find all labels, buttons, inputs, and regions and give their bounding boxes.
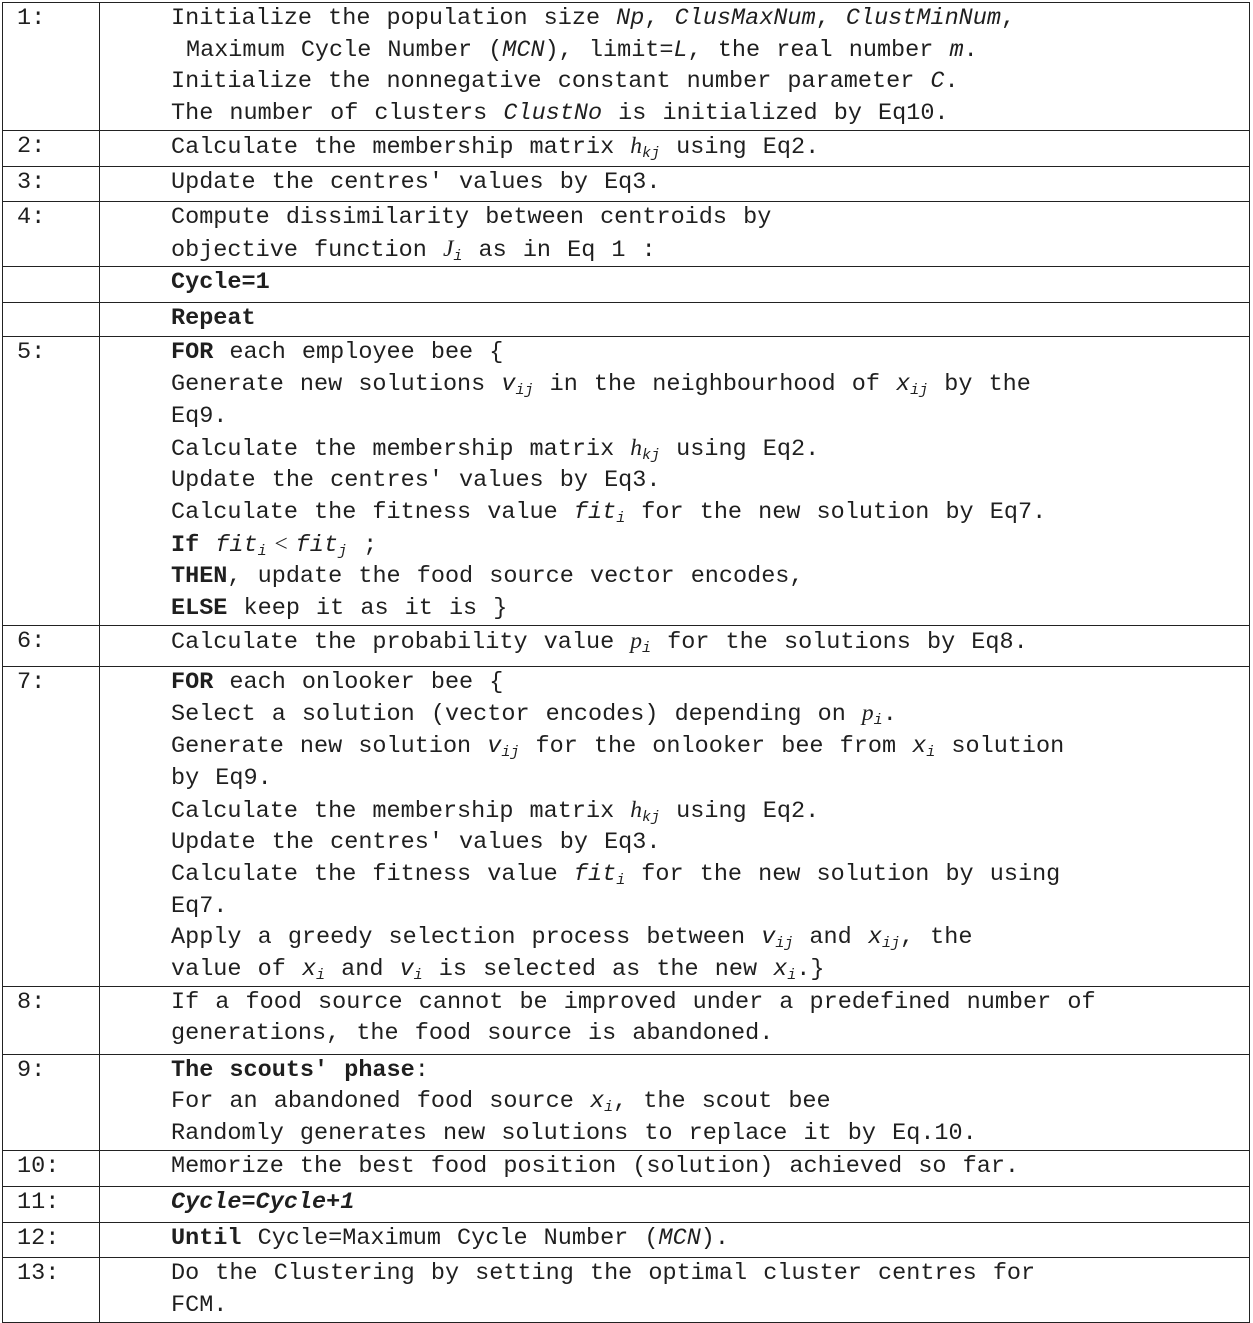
step-text [100,625,1250,666]
algorithm-table [2,2,1250,1323]
text: Calculate the membership matrix [171,134,631,161]
var-fit: fit [573,860,617,888]
step-text [100,666,1250,986]
text: Maximum Cycle Number ( [186,36,503,64]
cycle-init: Cycle=1 [171,269,270,297]
text: for the solutions by Eq8. [651,628,1028,656]
var-x: x [301,956,317,984]
line [171,234,1245,267]
line [171,66,1245,98]
var-v: v [501,371,516,399]
text: as in Eq 1 : [462,236,656,264]
line: FCM. [171,1291,228,1319]
var-p: p [630,627,643,654]
subscript: i [787,967,797,985]
subscript: ij [501,744,520,762]
subscript: i [642,639,652,657]
var-clusmaxnum: ClusMaxNum [674,5,816,32]
var-x: x [896,371,911,399]
var-v: v [399,956,414,984]
line: Update the centres' values by Eq3. [171,829,661,857]
step-text [100,202,1250,267]
text: Calculate the fitness value [171,498,574,526]
subscript: i [873,712,883,730]
step-number: 2: [3,131,100,167]
var-v: v [487,733,502,761]
line: Compute dissimilarity between centroids by [171,204,772,231]
var-fit: fit [215,531,258,559]
line [171,1055,1245,1087]
step-number: 7: [3,666,100,986]
text: and [325,956,400,984]
text: and [793,924,868,952]
line [171,593,1245,625]
text: in the neighbourhood of [533,371,897,399]
step-row-1 [3,3,1250,131]
var-np: Np [616,5,645,32]
step-row-10 [3,1150,1250,1186]
subscript: i [926,744,936,762]
var-mcn: MCN [502,36,545,64]
line: Randomly generates new solutions to replace it by Eq.10. [171,1120,977,1148]
var-c: C [930,68,945,96]
step-number: 12: [3,1222,100,1257]
step-row-4 [3,202,1250,267]
text: each onlooker bee { [213,668,504,696]
text: , the real number [687,36,950,64]
text: Calculate the membership matrix [171,797,631,825]
step-text [100,303,1250,337]
subscript: i [616,509,626,527]
text: . [963,36,978,64]
text: ), limit= [544,36,674,64]
keyword-else: ELSE [171,595,228,623]
repeat-row [3,303,1250,337]
subscript: kj [642,808,661,826]
var-clustminnum: ClustMinNum [845,5,1001,32]
text: by the [928,371,1031,399]
subscript: kj [642,446,661,464]
text: : [414,1056,429,1084]
step-text [100,1186,1250,1222]
line: Eq9. [171,402,228,430]
text: Calculate the fitness value [171,860,574,888]
subscript: ij [775,935,794,953]
text: , update the food source vector encodes, [227,563,804,591]
repeat-keyword: Repeat [171,305,256,333]
text: For an abandoned food source [171,1088,590,1116]
line: Update the centres' values by Eq3. [171,467,661,495]
text: Apply a greedy selection process between [171,924,762,952]
var-m: m [949,36,964,64]
text: keep it as it is } [227,595,508,623]
var-x: x [773,956,788,984]
text: solution [935,733,1065,761]
step-text [100,131,1250,167]
text: is initialized by Eq10. [602,100,949,128]
step-text [100,337,1250,625]
keyword-for: FOR [171,668,214,696]
line [171,1223,1245,1255]
var-v: v [761,924,776,952]
line [171,698,1245,731]
var-h: h [630,133,643,159]
step-number: 4: [3,202,100,267]
step-row-6 [3,625,1250,666]
line [171,369,1245,401]
step-row-3 [3,167,1250,202]
step-row-8 [3,986,1250,1054]
subscript: kj [642,145,661,162]
step-number-empty [3,303,100,337]
line: by Eq9. [171,764,272,792]
text: Initialize the population size [171,5,617,32]
step-row-13 [3,1257,1250,1322]
subscript: i [316,967,326,985]
step-row-2 [3,131,1250,167]
step-row-7 [3,666,1250,986]
line [171,731,1245,763]
subscript: ij [881,935,900,953]
step-number: 11: [3,1186,100,1222]
text: using Eq2. [660,435,820,463]
text: , the [899,924,973,952]
text: , [815,5,846,32]
text: each employee bee { [213,339,504,367]
var-mcn: MCN [658,1224,701,1252]
step-text [100,1150,1250,1186]
line: Memorize the best food position (solution) achieved so far. [171,1152,1020,1180]
text: , [1001,5,1016,32]
text: Generate new solution [171,733,488,761]
text: for the new solution by Eq7. [625,498,1047,526]
text: . [882,701,897,729]
var-p: p [861,700,874,727]
line: Eq7. [171,892,228,920]
line: Update the centres' values by Eq3. [171,169,661,196]
var-fit: fit [573,498,617,526]
line: generations, the food source is abandoned. [171,1020,774,1048]
keyword-for: FOR [171,339,214,367]
var-l: L [673,36,688,64]
line: Do the Clustering by setting the optimal cluster centres for [171,1259,1036,1287]
step-text [100,1257,1250,1322]
var-x: x [589,1088,605,1116]
line [171,795,1245,828]
text: Calculate the probability value [171,628,631,656]
line: If a food source cannot be improved under a predefined number of [171,988,1096,1016]
step-number-empty [3,267,100,303]
line [171,433,1245,466]
step-number: 6: [3,625,100,666]
line [171,131,1245,164]
text: Calculate the membership matrix [171,435,631,463]
line [171,954,1245,986]
step-text [100,1222,1250,1257]
step-text [100,986,1250,1054]
text: .} [796,956,825,984]
text: Select a solution (vector encodes) depending on [171,701,862,729]
var-h: h [630,434,643,461]
text: Cycle=Maximum Cycle Number ( [241,1224,659,1252]
step-row-5 [3,337,1250,625]
cycle-init-row [3,267,1250,303]
step-number: 1: [3,3,100,131]
line [171,497,1245,529]
text: Generate new solutions [171,371,502,399]
step-text [100,267,1250,303]
var-j: J [442,235,454,262]
step-number: 8: [3,986,100,1054]
var-h: h [630,796,643,823]
step-number: 3: [3,167,100,202]
line [171,98,1245,130]
text: objective function [171,236,443,264]
operator: < [266,530,296,557]
text: , [644,5,675,32]
keyword-if: If [171,531,200,559]
text: ). [700,1224,730,1252]
text: , the scout bee [613,1088,831,1116]
line [171,35,1245,67]
text: for the new solution by using [625,860,1061,888]
keyword-until: Until [171,1224,242,1252]
subscript: i [257,542,267,560]
step-row-9 [3,1054,1250,1150]
step-text [100,1054,1250,1150]
var-x: x [912,733,927,761]
line [171,529,1245,562]
step-number: 5: [3,337,100,625]
subscript: ij [910,382,929,400]
line [171,561,1245,593]
step-number: 9: [3,1054,100,1150]
text: ; [347,531,378,559]
step-text [100,167,1250,202]
var-x: x [867,924,882,952]
step-number: 10: [3,1150,100,1186]
var-clustno: ClustNo [503,100,603,128]
line [171,1086,1245,1118]
step-row-12 [3,1222,1250,1257]
subscript: ij [515,382,534,400]
line [171,337,1245,369]
line [171,859,1245,891]
cycle-increment: Cycle=Cycle+1 [171,1188,355,1216]
line [171,626,1245,659]
step-row-11 [3,1186,1250,1222]
subscript: j [337,542,347,560]
subscript: i [453,247,463,265]
text: . [944,68,959,96]
keyword-then: THEN [171,563,228,591]
subscript: i [616,871,626,889]
scouts-phase-title: The scouts' phase [171,1056,415,1084]
text: using Eq2. [660,134,820,161]
line [171,922,1245,954]
subscript: i [604,1099,614,1117]
step-number: 13: [3,1257,100,1322]
text: is selected as the new [422,956,774,984]
var-fit: fit [295,531,338,559]
text: The number of clusters [171,100,504,128]
text: for the onlooker bee from [519,733,913,761]
subscript: i [413,967,423,985]
text: value of [171,956,302,984]
text: using Eq2. [660,797,820,825]
line [171,667,1245,699]
text: Initialize the nonnegative constant number parameter [171,68,931,96]
line [171,3,1245,35]
step-text [100,3,1250,131]
